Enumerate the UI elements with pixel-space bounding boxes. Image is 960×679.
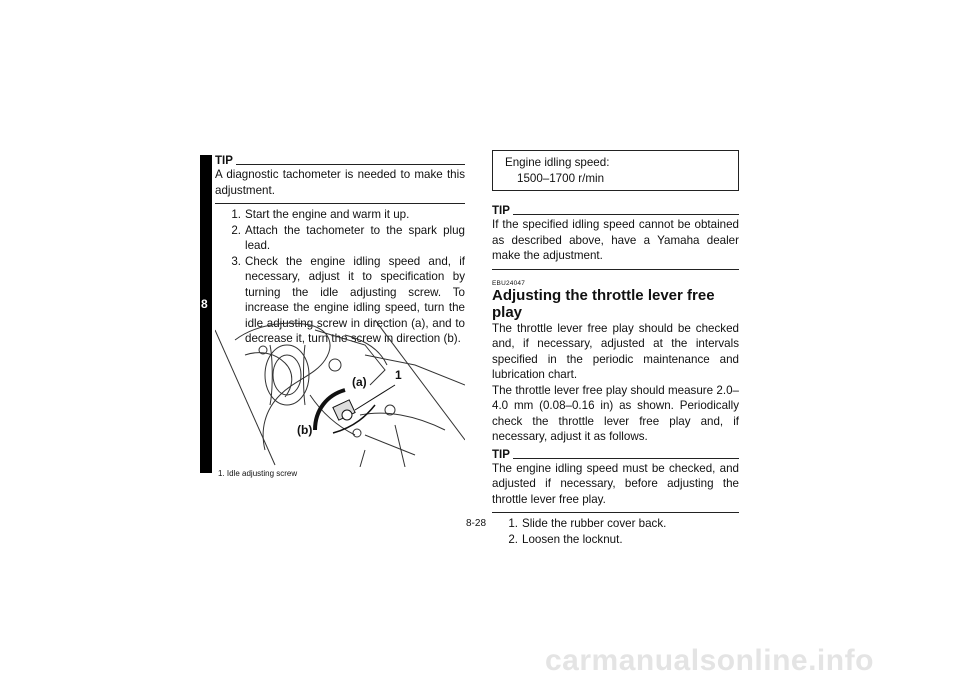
list-item: 1. Slide the rubber cover back. <box>508 517 667 530</box>
spec-label: Engine idling speed: <box>505 156 610 169</box>
list-item: 3. Check the engine idling speed and, if necessary, adjust it to specification by turning the idle adjusting screw. To increase the engine idling speed, turn the idle adjusting screw in direction (a), and to decrease it, turn the screw in direction (b). <box>231 254 465 345</box>
section-heading: Adjusting the throttle lever free play <box>492 286 715 321</box>
right-column <box>492 150 739 547</box>
tip-text: The engine idling speed must be checked, and adjusted if necessary, before adjusting the throttle lever free play. <box>492 461 739 506</box>
section-paragraph: The throttle lever free play should be checked and, if necessary, adjusted at the intervals specified in the periodic maintenance and lubrication chart. <box>492 321 739 381</box>
tip-text: If the specified idling speed cannot be obtained as described above, have a Yamaha dealer make the adjustment. <box>492 218 739 262</box>
list-item: 2. Attach the tachometer to the spark plug lead. <box>231 223 465 252</box>
steps-list <box>492 516 739 547</box>
section-paragraph: The throttle lever free play should measure 2.0–4.0 mm (0.08–0.16 in) as shown. Periodically check the throttle lever free play and, if necessary, adjust it as follows. <box>492 383 739 443</box>
page-number: 8-28 <box>466 518 487 529</box>
tip-heading <box>215 155 465 167</box>
tip-end-rule <box>215 203 465 204</box>
tip-label: TIP <box>492 448 510 461</box>
tip-end-rule <box>492 512 739 513</box>
engine-illustration <box>215 315 465 467</box>
tip-text: A diagnostic tachometer is needed to make this adjustment. <box>215 168 465 197</box>
label-callout-1: 1 <box>395 368 402 382</box>
tip-end-rule <box>492 269 739 270</box>
label-direction-a: (a) <box>352 375 367 389</box>
chapter-number: 8 <box>201 297 208 311</box>
tip-label: TIP <box>492 205 510 217</box>
label-direction-b: (b) <box>297 423 313 437</box>
tip-heading <box>492 449 739 461</box>
list-item: 2. Loosen the locknut. <box>508 532 623 546</box>
tip-heading <box>492 205 739 217</box>
tip-label: TIP <box>215 155 233 167</box>
watermark: carmanualsonline.info <box>545 644 874 677</box>
spec-box <box>492 150 739 191</box>
figure-idle-screw <box>215 315 465 467</box>
chapter-tab <box>200 155 212 473</box>
spec-value: 1500–1700 r/min <box>517 171 605 185</box>
figure-caption: 1. Idle adjusting screw <box>218 469 298 478</box>
section-code: EBU24047 <box>492 279 526 287</box>
list-item: 1. Start the engine and warm it up. <box>231 208 410 221</box>
